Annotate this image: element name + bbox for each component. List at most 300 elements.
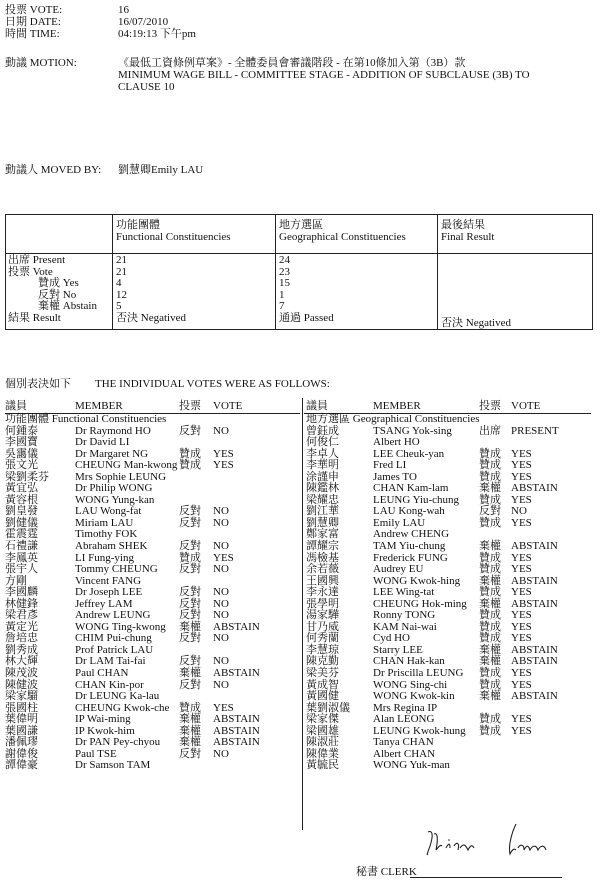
member-vote-row (5, 426, 300, 438)
member-name-zh: 湯家驊 (306, 609, 339, 622)
vote-zh: 反對 (179, 586, 201, 599)
member-name-en: Audrey EU (373, 563, 424, 576)
title-zh: 個別表決如下 (5, 378, 71, 390)
summary-header-final (441, 219, 494, 243)
vote-en: YES (511, 713, 532, 726)
vote-zh: 贊成 (479, 551, 501, 564)
vote-zh: 反對 (179, 678, 201, 691)
vote-zh: 棄權 (179, 724, 201, 737)
member-vote-row (306, 437, 593, 449)
individual-votes-title (5, 378, 330, 390)
vote-en: NO (511, 505, 527, 518)
member-name-zh: 張學明 (306, 597, 339, 610)
member-vote-row (5, 541, 300, 553)
member-name-zh: 譚偉豪 (5, 759, 38, 772)
member-name-zh: 何秀蘭 (306, 632, 339, 645)
vote-en: ABSTAIN (511, 482, 558, 495)
row-label-abstain: 棄權 Abstain (38, 300, 97, 312)
motion-line-zh: 《最低工資條例草案》- 全體委員會審議階段 - 在第10條加入第（3B）款 (118, 57, 466, 69)
member-vote-row (5, 737, 300, 749)
member-vote-row (306, 703, 593, 715)
member-name-zh: 劉皇發 (5, 505, 38, 518)
member-name-en: Albert CHAN (373, 747, 436, 760)
member-name-zh: 張文光 (5, 459, 38, 472)
header-zh: 功能團體 (116, 219, 160, 231)
member-name-zh: 梁家傑 (306, 713, 339, 726)
summary-col-divider (275, 215, 276, 329)
header-en: Functional Constituencies (116, 231, 231, 243)
column-divider (302, 398, 303, 830)
member-name-zh: 梁耀忠 (306, 493, 339, 506)
member-name-zh: 甘乃威 (306, 620, 339, 633)
vote-en: NO (213, 563, 229, 576)
member-vote-row (5, 506, 300, 518)
member-name-en: Dr Priscilla LEUNG (373, 667, 464, 680)
vote-en: NO (213, 747, 229, 760)
member-name-en: LEE Wing-tat (373, 586, 435, 599)
vote-zh: 贊成 (179, 459, 201, 472)
vote-zh: 棄權 (479, 482, 501, 495)
time-label: 時間 TIME: (5, 28, 60, 40)
vote-zh: 棄權 (179, 667, 201, 680)
member-vote-row (306, 668, 593, 680)
member-name-zh: 馮檢基 (306, 551, 339, 564)
functional-section-title: 功能團體 Functional Constituencies (5, 413, 167, 425)
functional-abstain: 5 (116, 300, 122, 312)
moved-by-value: 劉慧卿Emily LAU (118, 164, 204, 176)
vote-zh: 棄權 (479, 643, 501, 656)
col-head-member-zh-right: 議員 (306, 400, 328, 412)
member-vote-row (5, 564, 300, 576)
geographical-result: 通過 Passed (279, 311, 334, 324)
member-name-en: CHIM Pui-chung (75, 632, 152, 645)
member-name-en: LEE Cheuk-yan (373, 447, 445, 460)
member-vote-row (5, 760, 300, 772)
geographical-yes: 15 (279, 277, 290, 289)
geographical-abstain: 7 (279, 300, 285, 312)
vote-zh: 反對 (179, 632, 201, 645)
member-name-en: IP Kwok-him (75, 724, 135, 737)
member-name-zh: 張宇人 (5, 563, 38, 576)
member-name-zh: 陳偉業 (306, 747, 339, 760)
member-vote-row (306, 610, 593, 622)
summary-table (5, 214, 593, 330)
vote-en: YES (213, 459, 234, 472)
member-name-en: Mrs Regina IP (373, 701, 438, 714)
member-name-en: TSANG Yok-sing (373, 424, 452, 437)
member-name-en: LI Fung-ying (75, 551, 134, 564)
vote-zh: 贊成 (179, 447, 201, 460)
motion-line-en-2: CLAUSE 10 (118, 81, 175, 93)
time-value: 04:19:13 下午pm (118, 28, 196, 40)
member-name-zh: 何鍾泰 (5, 424, 38, 437)
summary-functional-values (116, 255, 186, 324)
member-name-zh: 陳淑莊 (306, 736, 339, 749)
vote-en: YES (511, 678, 532, 691)
member-name-zh: 梁君彥 (5, 609, 38, 622)
member-vote-row (306, 518, 593, 530)
member-name-zh: 譚耀宗 (306, 540, 339, 553)
member-vote-row (5, 576, 300, 588)
vote-en: YES (511, 724, 532, 737)
member-name-en: CHAN Kin-por (75, 678, 144, 691)
vote-en: NO (213, 516, 229, 529)
vote-zh: 棄權 (479, 597, 501, 610)
vote-zh: 棄權 (179, 713, 201, 726)
row-label-vote: 投票 Vote (8, 265, 53, 278)
member-name-zh: 葉國謙 (5, 724, 38, 737)
title-en: THE INDIVIDUAL VOTES WERE AS FOLLOWS: (95, 378, 330, 390)
vote-zh: 贊成 (479, 470, 501, 483)
member-vote-row (306, 737, 593, 749)
vote-zh: 贊成 (479, 632, 501, 645)
vote-zh: 贊成 (479, 678, 501, 691)
member-vote-row (306, 564, 593, 576)
member-vote-row (5, 645, 300, 657)
col-head-member-en-left: MEMBER (75, 400, 123, 412)
functional-present: 21 (116, 254, 127, 266)
member-name-zh: 劉健儀 (5, 516, 38, 529)
functional-vote-list (5, 414, 300, 772)
member-name-en: Cyd HO (373, 632, 410, 645)
vote-en: YES (511, 632, 532, 645)
col-head-member-zh-left: 議員 (5, 400, 27, 412)
member-vote-row (306, 426, 593, 438)
vote-zh: 出席 (479, 424, 501, 437)
member-name-zh: 黃定光 (5, 620, 38, 633)
vote-zh: 反對 (179, 505, 201, 518)
row-label-yes: 贊成 Yes (38, 277, 79, 289)
vote-en: ABSTAIN (511, 690, 558, 703)
member-name-en: CHEUNG Kwok-che (75, 701, 170, 714)
member-name-zh: 陳茂波 (5, 667, 38, 680)
vote-en: YES (511, 563, 532, 576)
member-name-en: Starry LEE (373, 643, 423, 656)
row-label-present: 出席 Present (8, 254, 66, 266)
member-name-en: WONG Yung-kan (75, 493, 155, 506)
member-name-zh: 余若薇 (306, 563, 339, 576)
member-name-en: Dr Raymond HO (75, 424, 151, 437)
vote-zh: 反對 (479, 505, 501, 518)
member-name-zh: 林健鋒 (5, 597, 38, 610)
clerk-signature-line (410, 877, 562, 878)
motion-line-en-1: MINIMUM WAGE BILL - COMMITTEE STAGE - ADDITION OF SUBCLAUSE (3B) TO (118, 69, 530, 81)
member-name-zh: 梁美芬 (306, 667, 339, 680)
header-en: Final Result (441, 231, 495, 243)
member-name-en: Tanya CHAN (373, 736, 434, 749)
vote-zh: 贊成 (479, 620, 501, 633)
vote-number: 16 (118, 4, 129, 16)
member-name-en: LEUNG Kwok-hung (373, 724, 466, 737)
member-name-en: CHAN Hak-kan (373, 655, 445, 668)
vote-en: NO (213, 586, 229, 599)
vote-en: YES (511, 609, 532, 622)
vote-en: YES (511, 459, 532, 472)
member-name-en: Albert HO (373, 436, 420, 449)
vote-zh: 贊成 (179, 551, 201, 564)
member-vote-row (306, 726, 593, 738)
vote-en: YES (511, 620, 532, 633)
member-name-en: Mrs Sophie LEUNG (75, 470, 167, 483)
vote-en: ABSTAIN (213, 667, 260, 680)
member-name-zh: 潘佩璆 (5, 736, 38, 749)
summary-header-rule (6, 253, 592, 254)
functional-no: 12 (116, 288, 127, 301)
moved-by-label: 動議人 MOVED BY: (5, 164, 102, 176)
member-vote-row (5, 599, 300, 611)
member-name-zh: 黃成智 (306, 678, 339, 691)
member-name-en: WONG Ting-kwong (75, 620, 166, 633)
member-vote-row (5, 749, 300, 761)
member-name-zh: 劉慧卿 (306, 516, 339, 529)
member-name-zh: 曾鈺成 (306, 424, 339, 437)
member-name-en: IP Wai-ming (75, 713, 131, 726)
vote-zh: 贊成 (479, 586, 501, 599)
member-name-en: Dr Philip WONG (75, 482, 153, 495)
member-name-en: CHEUNG Hok-ming (373, 597, 467, 610)
vote-zh: 棄權 (479, 574, 501, 587)
col-head-vote-en-left: VOTE (213, 400, 243, 412)
member-vote-row (306, 553, 593, 565)
vote-zh: 反對 (179, 597, 201, 610)
summary-col-divider (437, 215, 438, 329)
member-vote-row (306, 576, 593, 588)
member-name-en: KAM Nai-wai (373, 620, 437, 633)
member-name-en: Ronny TONG (373, 609, 436, 622)
vote-zh: 贊成 (479, 447, 501, 460)
vote-en: YES (213, 701, 234, 714)
vote-zh: 贊成 (479, 459, 501, 472)
member-name-en: Dr Samson TAM (75, 759, 151, 772)
member-name-zh: 黃容根 (5, 493, 38, 506)
vote-zh: 棄權 (479, 690, 501, 703)
motion-text (118, 57, 588, 93)
member-name-en: Vincent FANG (75, 574, 142, 587)
member-name-en: Jeffrey LAM (75, 597, 133, 610)
member-name-zh: 王國興 (306, 574, 339, 587)
member-name-en: Abraham SHEK (75, 540, 148, 553)
member-name-zh: 劉江華 (306, 505, 339, 518)
member-vote-row (306, 449, 593, 461)
member-name-en: CHEUNG Man-kwong (75, 459, 178, 472)
geographical-vote: 23 (279, 265, 290, 278)
member-name-zh: 方剛 (5, 574, 27, 587)
date-value: 16/07/2010 (118, 16, 169, 28)
member-name-zh: 梁劉柔芬 (5, 470, 49, 483)
member-vote-row (5, 622, 300, 634)
motion-label: 動議 MOTION: (5, 57, 77, 69)
member-name-en: WONG Kwok-kin (373, 690, 455, 703)
header-en: Geographical Constituencies (279, 231, 406, 243)
member-vote-row (5, 495, 300, 507)
member-name-zh: 李卓人 (306, 447, 339, 460)
summary-geographical-values (279, 255, 334, 324)
member-name-en: Prof Patrick LAU (75, 643, 154, 656)
vote-zh: 反對 (179, 516, 201, 529)
vote-zh: 反對 (179, 747, 201, 760)
col-head-vote-zh-left: 投票 (179, 400, 201, 412)
date-label: 日期 DATE: (5, 16, 61, 28)
member-name-en: WONG Kwok-hing (373, 574, 461, 587)
member-name-en: TAM Yiu-chung (373, 540, 446, 553)
vote-en: YES (213, 551, 234, 564)
member-vote-row (5, 437, 300, 449)
vote-zh: 反對 (179, 540, 201, 553)
member-vote-row (5, 472, 300, 484)
member-name-en: Paul TSE (75, 747, 117, 760)
member-name-zh: 涂謹申 (306, 470, 339, 483)
member-name-zh: 陳健波 (5, 678, 38, 691)
vote-en: ABSTAIN (213, 724, 260, 737)
member-name-zh: 梁國雄 (306, 724, 339, 737)
vote-en: ABSTAIN (511, 574, 558, 587)
member-name-zh: 鄭家富 (306, 528, 339, 541)
member-name-en: Tommy CHEUNG (75, 563, 158, 576)
member-name-zh: 石禮謙 (5, 540, 38, 553)
summary-header-geographical (279, 219, 406, 243)
member-vote-row (306, 460, 593, 472)
vote-en: YES (511, 447, 532, 460)
vote-en: ABSTAIN (511, 655, 558, 668)
member-vote-row (5, 529, 300, 541)
vote-en: NO (213, 597, 229, 610)
col-head-vote-zh-right: 投票 (479, 400, 501, 412)
row-label-result: 結果 Result (8, 311, 61, 324)
member-name-zh: 李國麟 (5, 586, 38, 599)
member-name-en: Frederick FUNG (373, 551, 448, 564)
member-vote-row (306, 541, 593, 553)
member-vote-row (306, 599, 593, 611)
vote-zh: 反對 (179, 655, 201, 668)
vote-en: YES (511, 586, 532, 599)
geographical-section-title: 地方選區 Geographical Constituencies (306, 413, 480, 425)
summary-row-labels (8, 255, 97, 324)
vote-en: YES (511, 470, 532, 483)
vote-zh: 贊成 (479, 609, 501, 622)
summary-final-result: 否決 Negatived (441, 317, 511, 329)
member-vote-row (306, 495, 593, 507)
geographical-vote-list (306, 414, 593, 772)
member-name-zh: 吳靄儀 (5, 447, 38, 460)
clerk-signature (420, 820, 570, 864)
vote-zh: 棄權 (479, 540, 501, 553)
vote-en: NO (213, 505, 229, 518)
vote-zh: 贊成 (479, 724, 501, 737)
member-name-zh: 李華明 (306, 459, 339, 472)
clerk-label: 秘書 CLERK (356, 866, 417, 878)
vote-zh: 贊成 (179, 701, 201, 714)
member-vote-row (5, 587, 300, 599)
vote-en: ABSTAIN (511, 540, 558, 553)
member-name-zh: 謝偉俊 (5, 747, 38, 760)
vote-zh: 反對 (179, 609, 201, 622)
col-head-member-en-right: MEMBER (373, 400, 421, 412)
col-head-vote-en-right: VOTE (511, 400, 541, 412)
member-name-zh: 黃毓民 (306, 759, 339, 772)
member-name-zh: 黃宜弘 (5, 482, 38, 495)
member-name-en: CHAN Kam-lam (373, 482, 449, 495)
member-name-zh: 梁家騮 (5, 690, 38, 703)
member-name-zh: 陳克勤 (306, 655, 339, 668)
vote-zh: 棄權 (179, 736, 201, 749)
vote-zh: 贊成 (479, 516, 501, 529)
summary-header-functional (116, 219, 231, 243)
vote-en: ABSTAIN (213, 713, 260, 726)
summary-col-divider (112, 215, 113, 329)
member-name-en: Dr LEUNG Ka-lau (75, 690, 160, 703)
member-name-en: Dr Joseph LEE (75, 586, 143, 599)
member-name-zh: 葉劉淑儀 (306, 701, 350, 714)
vote-zh: 贊成 (479, 667, 501, 680)
member-name-en: Fred LI (373, 459, 407, 472)
vote-zh: 贊成 (479, 563, 501, 576)
vote-en: ABSTAIN (213, 736, 260, 749)
member-name-en: Andrew LEUNG (75, 609, 151, 622)
member-name-en: Alan LEONG (373, 713, 435, 726)
vote-en: ABSTAIN (511, 597, 558, 610)
geographical-no: 1 (279, 288, 285, 301)
member-name-en: Timothy FOK (75, 528, 138, 541)
member-name-en: Emily LAU (373, 516, 426, 529)
member-name-zh: 葉偉明 (5, 713, 38, 726)
member-name-zh: 李國寶 (5, 436, 38, 449)
geographical-present: 24 (279, 254, 290, 266)
member-name-en: LAU Kong-wah (373, 505, 445, 518)
header-zh: 地方選區 (279, 219, 323, 231)
vote-zh: 棄權 (179, 620, 201, 633)
member-name-en: LEUNG Yiu-chung (373, 493, 460, 506)
vote-en: NO (213, 655, 229, 668)
member-vote-row (306, 691, 593, 703)
member-name-zh: 林大輝 (5, 655, 38, 668)
member-name-zh: 李永達 (306, 586, 339, 599)
member-name-en: Dr PAN Pey-chyou (75, 736, 161, 749)
vote-en: YES (511, 516, 532, 529)
member-name-en: Dr David LI (75, 436, 130, 449)
member-name-en: Dr Margaret NG (75, 447, 149, 460)
member-name-zh: 張國柱 (5, 701, 38, 714)
vote-en: NO (213, 609, 229, 622)
member-name-zh: 黃國健 (306, 690, 339, 703)
vote-en: NO (213, 632, 229, 645)
vote-en: ABSTAIN (511, 643, 558, 656)
vote-zh: 棄權 (479, 655, 501, 668)
vote-en: NO (213, 424, 229, 437)
member-name-zh: 李鳳英 (5, 551, 38, 564)
member-vote-row (5, 518, 300, 530)
member-name-zh: 李慧琼 (306, 643, 339, 656)
vote-en: YES (511, 493, 532, 506)
vote-en: YES (213, 447, 234, 460)
member-vote-row (5, 691, 300, 703)
member-name-en: WONG Yuk-man (373, 759, 450, 772)
vote-en: ABSTAIN (213, 620, 260, 633)
member-name-en: WONG Sing-chi (373, 678, 448, 691)
member-name-zh: 詹培忠 (5, 632, 38, 645)
member-vote-row (306, 622, 593, 634)
member-name-zh: 陳鑑林 (306, 482, 339, 495)
vote-en: YES (511, 667, 532, 680)
functional-yes: 4 (116, 277, 122, 289)
member-name-en: Paul CHAN (75, 667, 129, 680)
vote-zh: 反對 (179, 424, 201, 437)
vote-zh: 反對 (179, 563, 201, 576)
vote-en: NO (213, 540, 229, 553)
vote-label: 投票 VOTE: (5, 4, 63, 16)
member-name-en: Andrew CHENG (373, 528, 450, 541)
vote-zh: 贊成 (479, 493, 501, 506)
member-name-zh: 劉秀成 (5, 643, 38, 656)
